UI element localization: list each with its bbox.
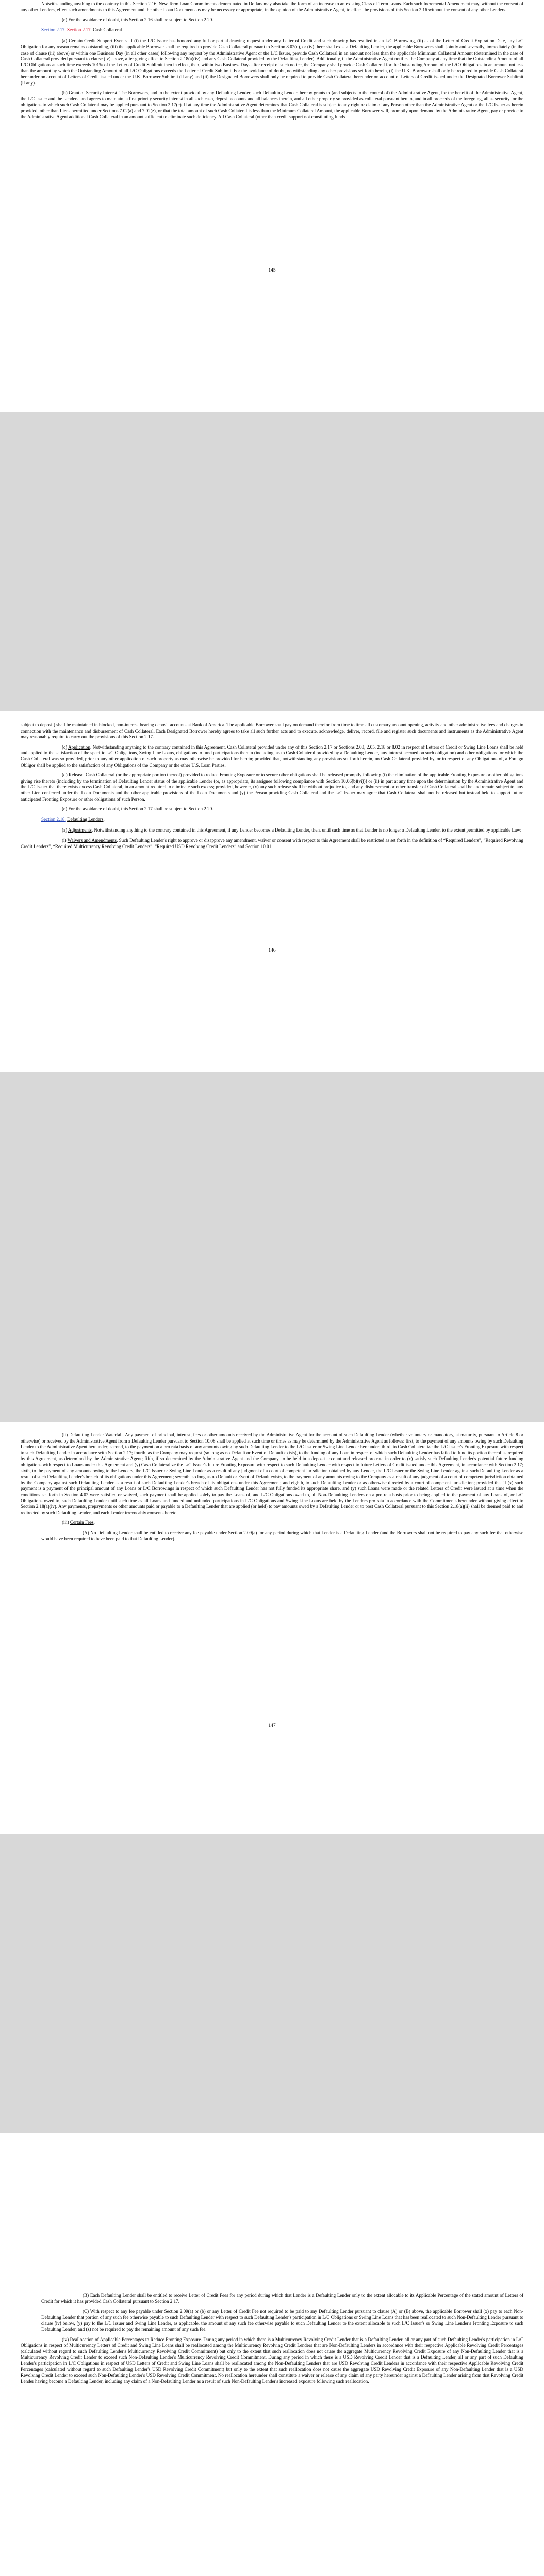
page-content — [21, 722, 523, 854]
section-title: Defaulting Lenders — [67, 816, 104, 822]
para-title: Application — [68, 744, 90, 750]
para-label: (i) — [62, 837, 67, 843]
page-content — [21, 1432, 523, 1546]
paragraph-2-18-a-iv: (iv) Reallocation of Applicable Percentages to Reduce Fronting Exposure. During any period in which there is a Multicurrency Revolving Credit Lender that is a Defaulting Lender, all or any part of such Defaulting Lender's participation in L/C Obligations in respect of Multicurrency Letters of Credit and Swing Line Loans shall be reallocated among the Multicurrency Revolving Credit Lenders that are Non-Defaulting Lenders in accordance with their respective Applicable Revolving Credit Percentages (calculated without regard to such Defaulting Lender's Multicurrency Revolving Credit Commitment) but only to the extent that such reallocation does not cause the aggregate Multicurrency Revolving Credit Exposure of any Non-Defaulting Lender that is a Multicurrency Revolving Credit Lender to exceed such Non-Defaulting Lender's Multicurrency Revolving Credit Commitment. During any period in which there is a USD Revolving Credit Lender that is a Defaulting Lender, all or any part of such Defaulting Lender's participation in L/C Obligations in respect of USD Letters of Credit and Swing Line Loans shall be reallocated among the Non-Defaulting Lenders that are USD Revolving Credit Lenders in accordance with their respective Applicable Revolving Credit Percentages (calculated without regard to such Defaulting Lender's USD Revolving Credit Commitment) but only to the extent that such reallocation does not cause the aggregate USD Revolving Credit Exposure of any Non-Defaulting Lender that is a USD Revolving Credit Lender to exceed such Non-Defaulting Lender's USD Revolving Credit Commitment. No reallocation hereunder shall constitute a waiver or release of any claim of any party hereunder against a Defaulting Lender arising from that Revolving Credit Lender having become a Defaulting Lender, including any claim of a Non-Defaulting Lender as a result of such Non-Defaulting Lender's increased exposure following such reallocation. — [21, 2336, 524, 2384]
document-page-146 — [0, 711, 544, 1072]
paragraph-2-18-a-i: (i) Waivers and Amendments. Such Defaulting Lender's right to approve or disapprove any amendment, waiver or consent with respect to this Agreement shall be restricted as set forth in the definition of “Required Lenders”, “Required Revolving Credit Lenders”, “Required Multicurrency Revolving Credit Lenders”, “Required USD Revolving Credit Lenders” and Section 10.01. — [21, 837, 523, 849]
document-page-145 — [0, 0, 544, 412]
para-body: During any period in which there is a Multicurrency Revolving Credit Lender that is a Defaulting Lender, all or any part of such Defaulting Lender's participation in L/C Obligations in respect of Multicurrency Letters of Credit and Swing Line Loans shall be reallocated among the Multicurrency Revolving Credit Lenders that are Non-Defaulting Lenders in accordance with their respective Applicable Revolving Credit Percentages (calculated without regard to such Defaulting Lender's Multicurrency Revolving Credit Commitment) but only to the extent that such reallocation does not cause the aggregate Multicurrency Revolving Credit Exposure of any Non-Defaulting Lender that is a Multicurrency Revolving Credit Lender to exceed such Non-Defaulting Lender's Multicurrency Revolving Credit Commitment. During any period in which there is a USD Revolving Credit Lender that is a Defaulting Lender, all or any part of such Defaulting Lender's participation in L/C Obligations in respect of USD Letters of Credit and Swing Line Loans shall be reallocated among the Non-Defaulting Lenders that are USD Revolving Credit Lenders in accordance with their respective Applicable Revolving Credit Percentages (calculated without regard to such Defaulting Lender's USD Revolving Credit Commitment) but only to the extent that such reallocation does not cause the aggregate USD Revolving Credit Exposure of any Non-Defaulting Lender that is a USD Revolving Credit Lender to exceed such Non-Defaulting Lender's USD Revolving Credit Commitment. No reallocation hereunder shall constitute a waiver or release of any claim of any party hereunder against a Defaulting Lender arising from that Revolving Credit Lender having become a Defaulting Lender, including any claim of a Non-Defaulting Lender as a result of such Non-Defaulting Lender's increased exposure following such reallocation. — [21, 2336, 524, 2384]
section-ref-struck: Section 2.17. — [67, 27, 92, 32]
paragraph-2-17-c: (c) Application. Notwithstanding anything to the contrary contained in this Agreement, Cash Collateral provided under any of this Section 2.17 or Sections 2.03, 2.05, 2.18 or 8.02 in respect of Letters of Credit or Swing Line Loans shall be held and applied to the satisfaction of the specific L/C Obligations, Swing Line Loans, obligations to fund participations therein (including, as to Cash Collateral provided by a Defaulting Lender, any interest accrued on such obligation) and other obligations for which the Cash Collateral was so provided, prior to any other application of such property as may otherwise be provided for herein; provided that, notwithstanding any provisions set forth herein, no Cash Collateral provided by, or in respect of any Obligations of, a Foreign Obligor shall be applied to the satisfaction of any Obligations of the Company or the other U.S. Loan Parties. — [21, 744, 523, 768]
para-label: (a) — [62, 38, 68, 44]
para-label: (c) — [62, 744, 68, 750]
para-label: (iv) — [62, 2336, 69, 2342]
paragraph-2-18-a-iii-B: (B) Each Defaulting Lender shall be entitled to receive Letter of Credit Fees for any period during which that Lender is a Defaulting Lender only to the extent allocable to its Applicable Percentage of the stated amount of Letters of Credit for which it has provided Cash Collateral pursuant to Section 2.17. — [41, 2293, 523, 2304]
page-content — [21, 1, 523, 124]
section-title: Cash Collateral — [93, 27, 122, 32]
para-body: The Borrowers, and to the extent provided by any Defaulting Lender, such Defaulting Lender, hereby grants to (and subjects to the control of) the Administrative Agent, for the benefit of the Administrative Agent, the L/C Issuer and the Lenders, and agrees to maintain, a first priority security interest in all such cash, deposit accounts and all balances therein, and all other property so provided as collateral pursuant hereto, and in all proceeds of the foregoing, all as security for the obligations to which such Cash Collateral may be applied pursuant to Section 2.17(c). If at any time the Administrative Agent determines that Cash Collateral is subject to any right or claim of any Person other than the Administrative Agent or the L/C Issuer as herein provided, other than Liens permitted under Sections 7.02(a) and 7.02(z), or that the total amount of such Cash Collateral is less than the Minimum Collateral Amount, the applicable Borrower will, promptly upon demand by the Administrative Agent, pay or provide to the Administrative Agent additional Cash Collateral in an amount sufficient to eliminate such deficiency. All Cash Collateral (other than credit support not constituting funds — [21, 90, 523, 120]
paragraph-2-16-e: (e) For the avoidance of doubt, this Section 2.16 shall be subject to Section 2.20. — [62, 17, 213, 23]
para-body: If (i) the L/C Issuer has honored any full or partial drawing request under any Letter of Credit and such drawing has resulted in an L/C Borrowing, (ii) as of the Letter of Credit Expiration Date, any L/C Obligation for any reason remains outstanding, (iii) the applicable Borrower shall be required to provide Cash Collateral pursuant to Section 8.02(c), or (iv) there shall exist a Defaulting Lender, the applicable Borrowers shall, jointly and severally, immediately (in the case of clause (iii) above) or within one Business Day (in all other cases) following any request by the Administrative Agent or the L/C Issuer, provide Cash Collateral in an amount not less than the applicable Minimum Collateral Amount (determined in the case of Cash Collateral provided pursuant to clause (iv) above, after giving effect to Section 2.18(a)(iv) and any Cash Collateral provided by the Defaulting Lender). Additionally, if the Administrative Agent notifies the Company at any time that the Outstanding Amount of all L/C Obligations at such time exceeds 101% of the Letter of Credit Sublimit then in effect, then, within two Business Days after receipt of such notice, the Company shall provide Cash Collateral for the Outstanding Amount of the L/C Obligations in an amount not less than the amount by which the Outstanding Amount of all L/C Obligations exceeds the Letter of Credit Sublimit. For the avoidance of doubt, notwithstanding any other provisions set forth herein, (i) the U.K. Borrower shall only be required to provide Cash Collateral hereunder on account of Letters of Credit issued under the U.K. Borrower Sublimit (if any) and (ii) the Designated Borrowers shall only be required to provide Cash Collateral hereunder on account of Letters of Credit issued under the Designated Borrower Sublimit (if any). — [21, 38, 524, 86]
section-heading-2-17 — [21, 27, 523, 33]
section-ref-link[interactable]: Section 2.17. — [41, 27, 66, 32]
para-title: Certain Credit Support Events — [69, 38, 127, 44]
paragraph-2-18-a: (a) Adjustments. Notwithstanding anything to the contrary contained in this Agreement, if any Lender becomes a Defaulting Lender, then, until such time as that Lender is no longer a Defaulting Lender, to the extent permitted by applicable Law: — [62, 827, 522, 833]
page-number: 147 — [268, 1723, 276, 1728]
para-title: Grant of Security Interest — [69, 90, 117, 96]
page-number: 145 — [268, 268, 276, 273]
para-body: Such Defaulting Lender's right to approve or disapprove any amendment, waiver or consent with respect to this Agreement shall be restricted as set forth in the definition of “Required Lenders”, “Required Revolving Credit Lenders”, “Required Multicurrency Revolving Credit Lenders”, “Required USD Revolving Credit Lenders” and Section 10.01. — [21, 837, 523, 849]
paragraph-2-18-a-ii: (ii) Defaulting Lender Waterfall. Any payment of principal, interest, fees or other amounts received by the Administrative Agent for the account of such Defaulting Lender (whether voluntary or mandatory, at maturity, pursuant to Article 8 or otherwise) or received by the Administrative Agent from a Defaulting Lender pursuant to Section 10.08 shall be applied at such time or times as may be determined by the Administrative Agent as follows: first, to the payment of any amounts owing by such Defaulting Lender to the Administrative Agent hereunder; second, to the payment on a pro rata basis of any amounts owing by such Defaulting Lender to the L/C Issuer or Swing Line Lender hereunder; third, to Cash Collateralize the L/C Issuer's Fronting Exposure with respect to such Defaulting Lender in accordance with Section 2.17; fourth, as the Company may request (so long as no Default or Event of Default exists), to the funding of any Loan in respect of which such Defaulting Lender has failed to fund its portion thereof as required by this Agreement, as determined by the Administrative Agent; fifth, if so determined by the Administrative Agent and the Company, to be held in a deposit account and released pro rata in order to (x) satisfy such Defaulting Lender's potential future funding obligations with respect to Loans under this Agreement and (y) Cash Collateralize the L/C Issuer's future Fronting Exposure with respect to such Defaulting Lender with respect to future Letters of Credit issued under this Agreement, in accordance with Section 2.17; sixth, to the payment of any amounts owing to the Lenders, the L/C Issuer or Swing Line Lender as a result of any judgment of a court of competent jurisdiction obtained by any Lender, the L/C Issuer or the Swing Line Lender against such Defaulting Lender as a result of such Defaulting Lender's breach of its obligations under this Agreement; seventh, so long as no Default or Event of Default exists, to the payment of any amounts owing to the Company as a result of any judgment of a court of competent jurisdiction obtained by the Company against such Defaulting Lender as a result of such Defaulting Lender's breach of its obligations under this Agreement; and eighth, to such Defaulting Lender or as otherwise directed by a court of competent jurisdiction; provided that if (x) such payment is a payment of the principal amount of any Loans or L/C Borrowings in respect of which such Defaulting Lender has not fully funded its appropriate share, and (y) such Loans were made or the related Letters of Credit were issued at a time when the conditions set forth in Section 4.02 were satisfied or waived, such payment shall be applied solely to pay the Loans of, and L/C Obligations owed to, all Non-Defaulting Lenders on a pro rata basis prior to being applied to the payment of any Loans of, or L/C Obligations owed to, such Defaulting Lender until such time as all Loans and funded and unfunded participations in L/C Obligations and Swing Line Loans are held by the Lenders pro rata in accordance with the Commitments hereunder without giving effect to Section 2.18(a)(iv). Any payments, prepayments or other amounts paid or payable to a Defaulting Lender that are applied (or held) to pay amounts owed by a Defaulting Lender or to post Cash Collateral pursuant to this Section 2.18(a)(ii) shall be deemed paid to and redirected by such Defaulting Lender, and each Lender irrevocably consents hereto. — [21, 1432, 524, 1515]
paragraph-incremental-intro: Notwithstanding anything to the contrary in this Section 2.16, New Term Loan Commitments denominated in Dollars may also take the form of an increase to an existing Class of Term Loans. Each such Incremental Amendment may, without the consent of any other Lenders, effect such amendments to this Agreement and the other Loan Documents as may be necessary or appropriate, in the opinion of the Administrative Agent, to effect the provisions of this Section 2.16 without the consent of any other Lenders. — [21, 1, 523, 12]
document-page-148 — [0, 2133, 544, 2576]
para-title: Adjustments — [68, 827, 92, 833]
para-label: (iii) — [62, 1520, 69, 1526]
para-title: Release — [69, 772, 84, 778]
page-number: 146 — [268, 948, 276, 953]
para-label: (d) — [62, 772, 68, 778]
para-title: Waivers and Amendments — [67, 837, 117, 843]
para-body: Cash Collateral (or the appropriate portion thereof) provided to reduce Fronting Exposure or to secure other obligations shall be released promptly following (i) the elimination of the applicable Fronting Exposure or other obligations giving rise thereto (including by the termination of Defaulting Lender status of the applicable Lender (or, as appropriate, its assignee following compliance with Section 10.06(b)(vi))) or (ii) in part at any time upon the determination by the Administrative Agent and the L/C Issuer that there exists excess Cash Collateral, in an amount required to eliminate such excess; provided, however, (x) any such release shall be without prejudice to, and any disbursement or other transfer of Cash Collateral shall be and remain subject to, any other Lien conferred under the Loan Documents and the other applicable provisions of the Loan Documents and (y) the Person providing Cash Collateral and the L/C Issuer may agree that Cash Collateral shall not be released but instead held to support future anticipated Fronting Exposure or other obligations of such Person. — [21, 772, 524, 802]
para-body: Notwithstanding anything to the contrary contained in this Agreement, if any Lender becomes a Defaulting Lender, then, until such time as that Lender is no longer a Defaulting Lender, to the extent permitted by applicable Law: — [94, 827, 522, 833]
paragraph-2-17-b: (b) Grant of Security Interest. The Borrowers, and to the extent provided by any Defaulting Lender, such Defaulting Lender, hereby grants to (and subjects to the control of) the Administrative Agent, for the benefit of the Administrative Agent, the L/C Issuer and the Lenders, and agrees to maintain, a first priority security interest in all such cash, deposit accounts and all balances therein, and all other property so provided as collateral pursuant hereto, and in all proceeds of the foregoing, all as security for the obligations to which such Cash Collateral may be applied pursuant to Section 2.17(c). If at any time the Administrative Agent determines that Cash Collateral is subject to any right or claim of any Person other than the Administrative Agent or the L/C Issuer as herein provided, other than Liens permitted under Sections 7.02(a) and 7.02(z), or that the total amount of such Cash Collateral is less than the Minimum Collateral Amount, the applicable Borrower will, promptly upon demand by the Administrative Agent, pay or provide to the Administrative Agent additional Cash Collateral in an amount sufficient to eliminate such deficiency. All Cash Collateral (other than credit support not constituting funds — [21, 90, 523, 120]
paragraph-2-17-e: (e) For the avoidance of doubt, this Section 2.17 shall be subject to Section 2.20. — [62, 806, 213, 812]
section-heading-2-18: Section 2.18. Defaulting Lenders. — [41, 816, 105, 822]
paragraph-2-18-a-iii-A: (A) No Defaulting Lender shall be entitled to receive any fee payable under Section 2.09(a) for any period during which that Lender is a Defaulting Lender (and the Borrowers shall not be required to pay any such fee that otherwise would have been required to have been paid to that Defaulting Lender). — [41, 1530, 523, 1541]
para-title: Reallocation of Applicable Percentages to Reduce Fronting Exposure — [70, 2336, 201, 2342]
para-title: Certain Fees — [70, 1520, 94, 1526]
para-label: (b) — [62, 90, 68, 96]
document-page-147 — [0, 1422, 544, 1834]
para-title: Defaulting Lender Waterfall — [69, 1432, 123, 1437]
page-content — [21, 2293, 523, 2388]
paragraph-continuation: subject to deposit) shall be maintained in blocked, non-interest bearing deposit accounts at Bank of America. The applicable Borrower shall pay on demand therefor from time to time all customary account opening, activity and other administrative fees and charges in connection with the maintenance and disbursement of Cash Collateral. Each Designated Borrower hereby agrees to take all such further acts and to execute, acknowledge, deliver, record, file and register such documents and instruments as the Administrative Agent may reasonably require to carry out the provisions of this Section 2.17. — [21, 722, 523, 740]
paragraph-2-17-d: (d) Release. Cash Collateral (or the appropriate portion thereof) provided to reduce Fronting Exposure or to secure other obligations shall be released promptly following (i) the elimination of the applicable Fronting Exposure or other obligations giving rise thereto (including by the termination of Defaulting Lender status of the applicable Lender (or, as appropriate, its assignee following compliance with Section 10.06(b)(vi))) or (ii) in part at any time upon the determination by the Administrative Agent and the L/C Issuer that there exists excess Cash Collateral, in an amount required to eliminate such excess; provided, however, (x) any such release shall be without prejudice to, and any disbursement or other transfer of Cash Collateral shall be and remain subject to, any other Lien conferred under the Loan Documents and the other applicable provisions of the Loan Documents and (y) the Person providing Cash Collateral and the L/C Issuer may agree that Cash Collateral shall not be released but instead held to support future anticipated Fronting Exposure or other obligations of such Person. — [21, 772, 524, 802]
para-label: (a) — [62, 827, 68, 833]
para-body: Any payment of principal, interest, fees or other amounts received by the Administrative Agent for the account of such Defaulting Lender (whether voluntary or mandatory, at maturity, pursuant to Article 8 or otherwise) or received by the Administrative Agent from a Defaulting Lender pursuant to Section 10.08 shall be applied at such time or times as may be determined by the Administrative Agent as follows: first, to the payment of any amounts owing by such Defaulting Lender to the Administrative Agent hereunder; second, to the payment on a pro rata basis of any amounts owing by such Defaulting Lender to the L/C Issuer or Swing Line Lender hereunder; third, to Cash Collateralize the L/C Issuer's Fronting Exposure with respect to such Defaulting Lender in accordance with Section 2.17; fourth, as the Company may request (so long as no Default or Event of Default exists), to the funding of any Loan in respect of which such Defaulting Lender has failed to fund its portion thereof as required by this Agreement, as determined by the Administrative Agent; fifth, if so determined by the Administrative Agent and the Company, to be held in a deposit account and released pro rata in order to (x) satisfy such Defaulting Lender's potential future funding obligations with respect to Loans under this Agreement and (y) Cash Collateralize the L/C Issuer's future Fronting Exposure with respect to such Defaulting Lender with respect to future Letters of Credit issued under this Agreement, in accordance with Section 2.17; sixth, to the payment of any amounts owing to the Lenders, the L/C Issuer or Swing Line Lender as a result of any judgment of a court of competent jurisdiction obtained by any Lender, the L/C Issuer or the Swing Line Lender against such Defaulting Lender as a result of such Defaulting Lender's breach of its obligations under this Agreement; seventh, so long as no Default or Event of Default exists, to the payment of any amounts owing to the Company as a result of any judgment of a court of competent jurisdiction obtained by the Company against such Defaulting Lender as a result of such Defaulting Lender's breach of its obligations under this Agreement; and eighth, to such Defaulting Lender or as otherwise directed by a court of competent jurisdiction; provided that if (x) such payment is a payment of the principal amount of any Loans or L/C Borrowings in respect of which such Defaulting Lender has not fully funded its appropriate share, and (y) such Loans were made or the related Letters of Credit were issued at a time when the conditions set forth in Section 4.02 were satisfied or waived, such payment shall be applied solely to pay the Loans of, and L/C Obligations owed to, all Non-Defaulting Lenders on a pro rata basis prior to being applied to the payment of any Loans of, or L/C Obligations owed to, such Defaulting Lender until such time as all Loans and funded and unfunded participations in L/C Obligations and Swing Line Loans are held by the Lenders pro rata in accordance with the Commitments hereunder without giving effect to Section 2.18(a)(iv). Any payments, prepayments or other amounts paid or payable to a Defaulting Lender that are applied (or held) to pay amounts owed by a Defaulting Lender or to post Cash Collateral pursuant to this Section 2.18(a)(ii) shall be deemed paid to and redirected by such Defaulting Lender, and each Lender irrevocably consents hereto. — [21, 1432, 524, 1515]
paragraph-2-18-a-iii-C: (C) With respect to any fee payable under Section 2.09(a) or (b) or any Letter of Credit Fee not required to be paid to any Defaulting Lender pursuant to clause (A) or (B) above, the applicable Borrower shall (x) pay to each Non-Defaulting Lender that portion of any such fee otherwise payable to such Defaulting Lender with respect to such Defaulting Lender's participation in L/C Obligations or Swing Line Loans that has been reallocated to such Non-Defaulting Lender pursuant to clause (iv) below, (y) pay to the L/C Issuer and Swing Line Lender, as applicable, the amount of any such fee otherwise payable to such Defaulting Lender to the extent allocable to such L/C Issuer's or Swing Line Lender's Fronting Exposure to such Defaulting Lender, and (z) not be required to pay the remaining amount of any such fee. — [41, 2309, 523, 2332]
para-label: (ii) — [62, 1432, 68, 1437]
para-body: Notwithstanding anything to the contrary contained in this Agreement, Cash Collateral provided under any of this Section 2.17 or Sections 2.03, 2.05, 2.18 or 8.02 in respect of Letters of Credit or Swing Line Loans shall be held and applied to the satisfaction of the specific L/C Obligations, Swing Line Loans, obligations to fund participations therein (including, as to Cash Collateral provided by a Defaulting Lender, any interest accrued on such obligation) and other obligations for which the Cash Collateral was so provided, prior to any other application of such property as may otherwise be provided for herein; provided that, notwithstanding any provisions set forth herein, no Cash Collateral provided by, or in respect of any Obligations of, a Foreign Obligor shall be applied to the satisfaction of any Obligations of the Company or the other U.S. Loan Parties. — [21, 744, 523, 768]
section-ref-link[interactable]: Section 2.18. — [41, 816, 66, 822]
paragraph-2-18-a-iii: (iii) Certain Fees. — [62, 1520, 95, 1526]
paragraph-2-17-a: (a) Certain Credit Support Events. If (i) the L/C Issuer has honored any full or partial drawing request under any Letter of Credit and such drawing has resulted in an L/C Borrowing, (ii) as of the Letter of Credit Expiration Date, any L/C Obligation for any reason remains outstanding, (iii) the applicable Borrower shall be required to provide Cash Collateral pursuant to Section 8.02(c), or (iv) there shall exist a Defaulting Lender, the applicable Borrowers shall, jointly and severally, immediately (in the case of clause (iii) above) or within one Business Day (in all other cases) following any request by the Administrative Agent or the L/C Issuer, provide Cash Collateral in an amount not less than the applicable Minimum Collateral Amount (determined in the case of Cash Collateral provided pursuant to clause (iv) above, after giving effect to Section 2.18(a)(iv) and any Cash Collateral provided by the Defaulting Lender). Additionally, if the Administrative Agent notifies the Company at any time that the Outstanding Amount of all L/C Obligations at such time exceeds 101% of the Letter of Credit Sublimit then in effect, then, within two Business Days after receipt of such notice, the Company shall provide Cash Collateral for the Outstanding Amount of the L/C Obligations in an amount not less than the amount by which the Outstanding Amount of all L/C Obligations exceeds the Letter of Credit Sublimit. For the avoidance of doubt, notwithstanding any other provisions set forth herein, (i) the U.K. Borrower shall only be required to provide Cash Collateral hereunder on account of Letters of Credit issued under the U.K. Borrower Sublimit (if any) and (ii) the Designated Borrowers shall only be required to provide Cash Collateral hereunder on account of Letters of Credit issued under the Designated Borrower Sublimit (if any). — [21, 38, 524, 86]
